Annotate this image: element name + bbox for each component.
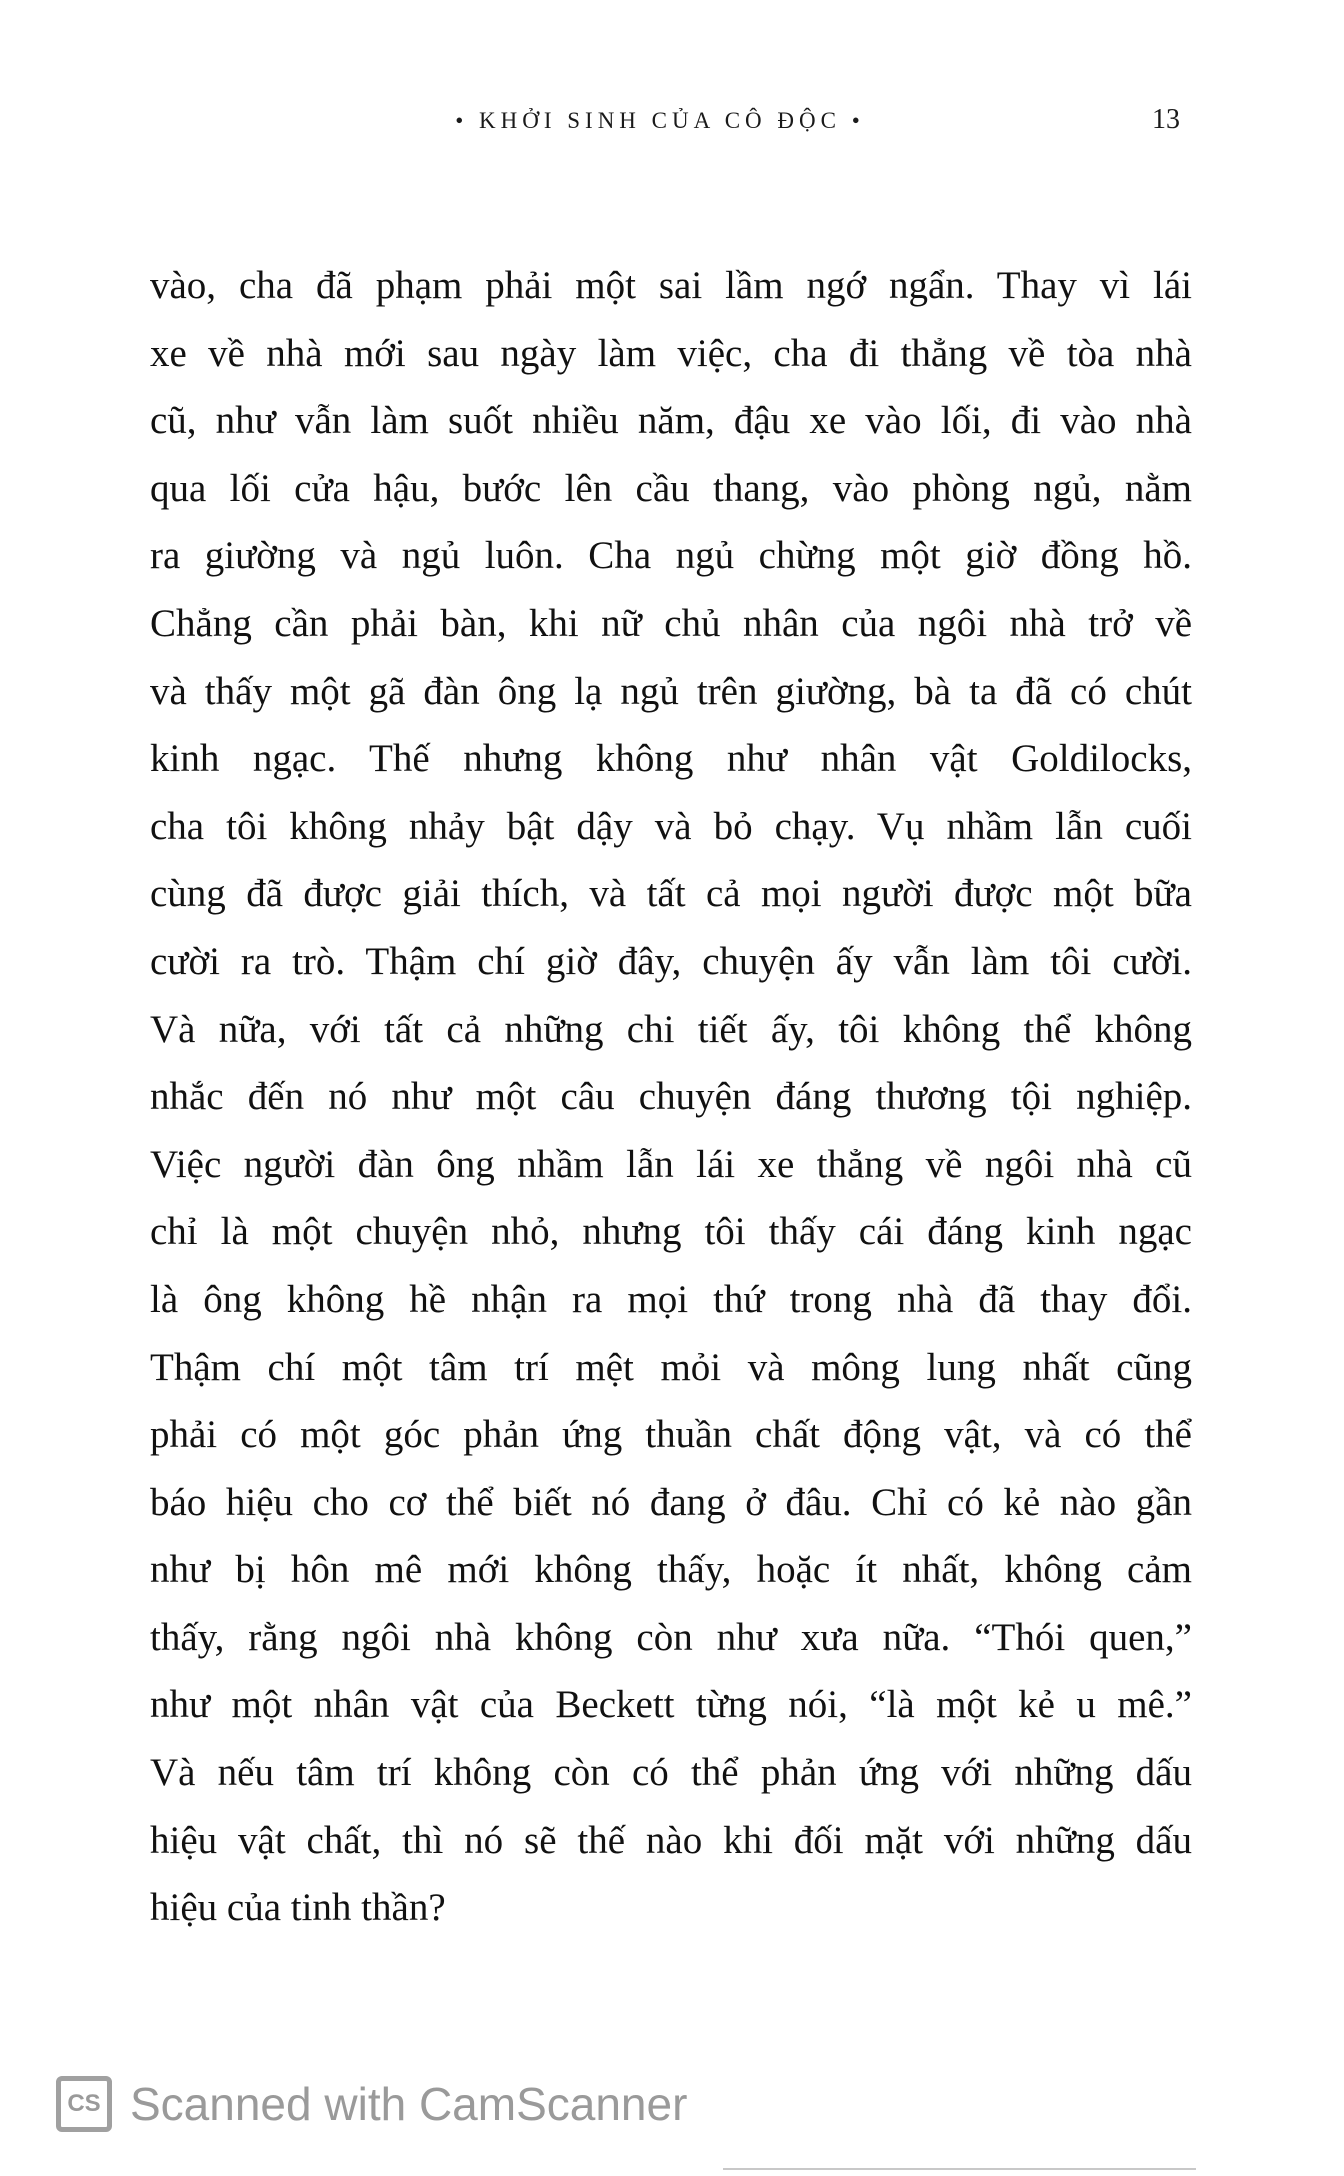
text-line: cha tôi không nhảy bật dậy và bỏ chạy. Vụ nhầm lẫn cuối (150, 804, 1192, 848)
text-line: cùng đã được giải thích, và tất cả mọi người được một bữa (150, 872, 1192, 916)
page-number: 13 (1152, 104, 1180, 135)
running-head-title: • KHỞI SINH CỦA CÔ ĐỘC • (455, 108, 865, 133)
text-line: thấy, rằng ngôi nhà không còn như xưa nữa. “Thói quen,” (150, 1615, 1192, 1659)
text-line: hiệu vật chất, thì nó sẽ thế nào khi đối mặt với những dấu (150, 1818, 1192, 1862)
text-line: ra giường và ngủ luôn. Cha ngủ chừng một giờ đồng hồ. (150, 534, 1192, 578)
text-line: Và nếu tâm trí không còn có thể phản ứng với những dấu (150, 1751, 1192, 1795)
text-line: hiệu của tinh thần? (150, 1886, 446, 1930)
text-line: xe về nhà mới sau ngày làm việc, cha đi thẳng về tòa nhà (150, 331, 1192, 375)
text-line: và thấy một gã đàn ông lạ ngủ trên giường, bà ta đã có chút (150, 669, 1192, 713)
text-line: Thậm chí một tâm trí mệt mỏi và mông lung nhất cũng (150, 1345, 1192, 1389)
text-line: phải có một góc phản ứng thuần chất động vật, và có thể (150, 1413, 1192, 1457)
text-line: là ông không hề nhận ra mọi thứ trong nhà đã thay đổi. (150, 1277, 1192, 1321)
text-line: Việc người đàn ông nhầm lẫn lái xe thẳng về ngôi nhà cũ (150, 1142, 1192, 1186)
text-line: cũ, như vẫn làm suốt nhiều năm, đậu xe vào lối, đi vào nhà (150, 399, 1192, 443)
body-text (150, 258, 1192, 1948)
watermark-text: Scanned with CamScanner (130, 2078, 688, 2130)
text-line: kinh ngạc. Thế nhưng không như nhân vật Goldilocks, (150, 737, 1192, 781)
text-line: qua lối cửa hậu, bước lên cầu thang, vào phòng ngủ, nằm (150, 466, 1192, 510)
camscanner-logo-icon: CS (56, 2076, 112, 2132)
text-line: như bị hôn mê mới không thấy, hoặc ít nhất, không cảm (150, 1548, 1192, 1592)
text-line: cười ra trò. Thậm chí giờ đây, chuyện ấy vẫn làm tôi cười. (150, 939, 1192, 983)
text-line: như một nhân vật của Beckett từng nói, “là một kẻ u mê.” (150, 1683, 1192, 1727)
text-line: vào, cha đã phạm phải một sai lầm ngớ ngẩn. Thay vì lái (150, 264, 1192, 307)
text-line: chỉ là một chuyện nhỏ, nhưng tôi thấy cái đáng kinh ngạc (150, 1210, 1192, 1254)
text-line: Chẳng cần phải bàn, khi nữ chủ nhân của ngôi nhà trở về (150, 601, 1192, 645)
text-line: báo hiệu cho cơ thể biết nó đang ở đâu. Chỉ có kẻ nào gần (150, 1480, 1192, 1524)
camscanner-watermark (56, 2076, 687, 2132)
text-line: Và nữa, với tất cả những chi tiết ấy, tôi không thể không (150, 1007, 1192, 1051)
scan-edge-line (723, 2168, 1196, 2170)
text-line: nhắc đến nó như một câu chuyện đáng thương tội nghiệp. (150, 1075, 1192, 1119)
